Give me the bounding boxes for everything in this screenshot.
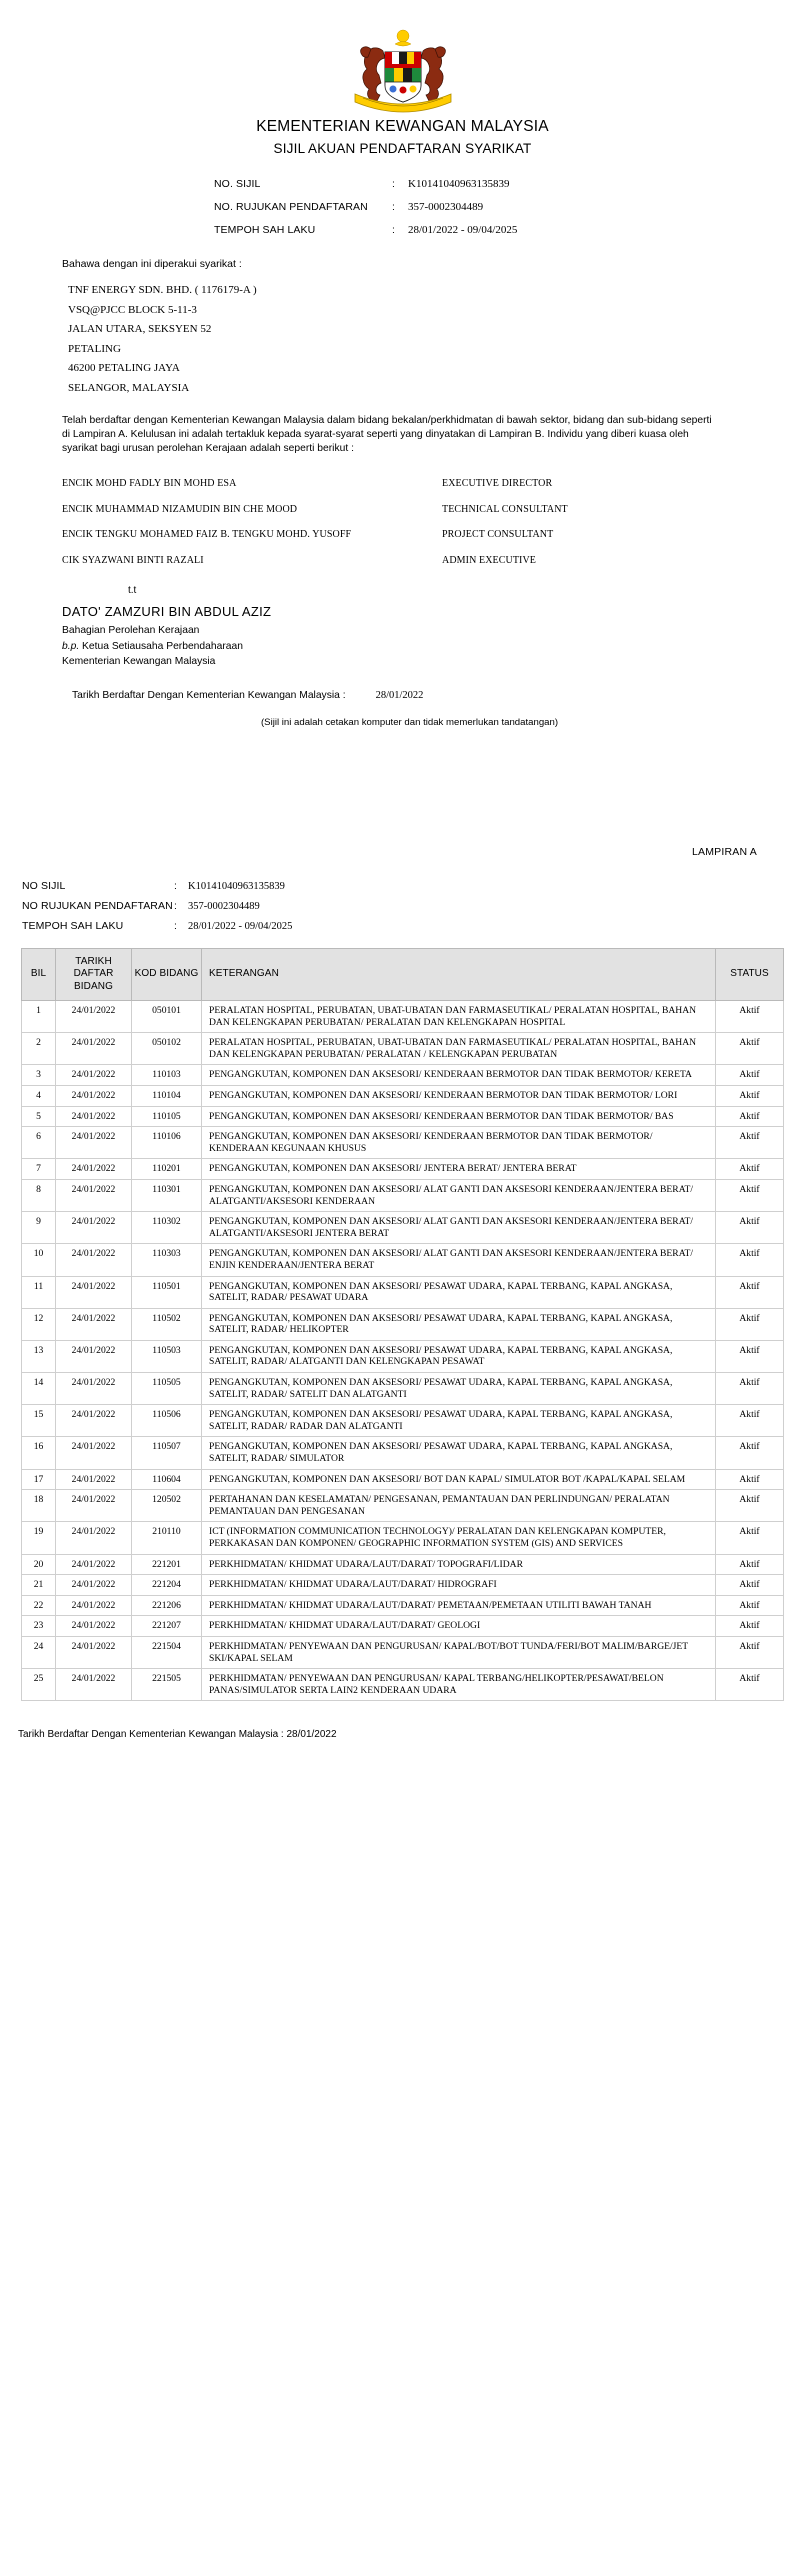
table-row [22,1179,784,1211]
signatory-ministry: Kementerian Kewangan Malaysia [62,656,216,667]
cell-status: Aktif [716,1212,784,1244]
table-row [22,1554,784,1575]
cell-keterangan: PENGANGKUTAN, KOMPONEN DAN AKSESORI/ KENDERAAN BERMOTOR DAN TIDAK BERMOTOR/ KERETA [202,1065,716,1086]
cell-status: Aktif [716,1033,784,1065]
cell-status: Aktif [716,1405,784,1437]
cell-bil: 21 [22,1575,56,1596]
address-line: 46200 PETALING JAYA [68,362,180,374]
cell-bil: 25 [22,1669,56,1701]
cell-keterangan: PERTAHANAN DAN KESELAMATAN/ PENGESANAN, PEMANTAUAN DAN PERLINDUNGAN/ PERALATAN PEMANTAUAN DAN PENGESANAN [202,1490,716,1522]
cell-keterangan: PENGANGKUTAN, KOMPONEN DAN AKSESORI/ JENTERA BERAT/ JENTERA BERAT [202,1159,716,1180]
cell-kod-bidang: 110507 [132,1437,202,1469]
cell-status: Aktif [716,1127,784,1159]
table-row [22,1159,784,1180]
cell-kod-bidang: 110103 [132,1065,202,1086]
cell-tarikh-daftar: 24/01/2022 [56,1212,132,1244]
cell-status: Aktif [716,1065,784,1086]
cell-status: Aktif [716,1001,784,1033]
cell-status: Aktif [716,1490,784,1522]
cell-keterangan: PERKHIDMATAN/ KHIDMAT UDARA/LAUT/DARAT/ HIDROGRAFI [202,1575,716,1596]
cell-tarikh-daftar: 24/01/2022 [56,1469,132,1490]
cell-status: Aktif [716,1437,784,1469]
company-intro-text: Bahawa dengan ini diperakui syarikat : [62,258,242,270]
cell-bil: 10 [22,1244,56,1276]
cell-tarikh-daftar: 24/01/2022 [56,1308,132,1340]
officer-role: ADMIN EXECUTIVE [442,554,536,566]
cell-bil: 20 [22,1554,56,1575]
column-header-tarikh: TARIKH DAFTAR BIDANG [56,948,132,1001]
cell-tarikh-daftar: 24/01/2022 [56,1669,132,1701]
colon-separator: : [392,178,395,190]
colon-separator: : [174,899,177,912]
officer-role: TECHNICAL CONSULTANT [442,503,568,515]
lampiran-no-sijil-label: NO SIJIL [22,879,66,892]
crest-container [0,0,805,112]
document-type-title: SIJIL AKUAN PENDAFTARAN SYARIKAT [273,141,532,156]
declaration-paragraph: Telah berdaftar dengan Kementerian Kewangan Malaysia dalam bidang bekalan/perkhidmatan di bawah sektor, bidang dan sub-bidang seperti di Lampiran A. Kelulusan ini adalah tertakluk kepada syarat-syarat seperti yang dinyatakan di Lampiran B. Individu yang diberi kuasa oleh syarikat bagi urusan perolehan Kerajaan adalah seperti berikut : [62,415,712,454]
cell-bil: 1 [22,1001,56,1033]
cell-keterangan: PENGANGKUTAN, KOMPONEN DAN AKSESORI/ ALAT GANTI DAN AKSESORI KENDERAAN/JENTERA BERAT/ ALATGANTI/AKSESORI KENDERAAN [202,1179,716,1211]
cell-keterangan: PERKHIDMATAN/ KHIDMAT UDARA/LAUT/DARAT/ TOPOGRAFI/LIDAR [202,1554,716,1575]
cell-keterangan: PENGANGKUTAN, KOMPONEN DAN AKSESORI/ KENDERAAN BERMOTOR DAN TIDAK BERMOTOR/ LORI [202,1085,716,1106]
cell-tarikh-daftar: 24/01/2022 [56,1373,132,1405]
cell-bil: 5 [22,1106,56,1127]
cell-tarikh-daftar: 24/01/2022 [56,1106,132,1127]
cell-bil: 15 [22,1405,56,1437]
cell-kod-bidang: 110105 [132,1106,202,1127]
cell-tarikh-daftar: 24/01/2022 [56,1616,132,1637]
cell-status: Aktif [716,1554,784,1575]
certificate-body [0,258,805,728]
cell-tarikh-daftar: 24/01/2022 [56,1244,132,1276]
cell-tarikh-daftar: 24/01/2022 [56,1065,132,1086]
colon-separator: : [392,224,395,236]
column-header-keterangan: KETERANGAN [202,948,716,1001]
cell-status: Aktif [716,1595,784,1616]
cell-keterangan: PENGANGKUTAN, KOMPONEN DAN AKSESORI/ PESAWAT UDARA, KAPAL TERBANG, KAPAL ANGKASA, SATELIT, RADAR/ PESAWAT UDARA [202,1276,716,1308]
table-row [22,1106,784,1127]
no-sijil-value: K10141040963135839 [408,178,510,190]
cell-keterangan: PERKHIDMATAN/ KHIDMAT UDARA/LAUT/DARAT/ GEOLOGI [202,1616,716,1637]
cell-tarikh-daftar: 24/01/2022 [56,1405,132,1437]
cell-bil: 12 [22,1308,56,1340]
cell-tarikh-daftar: 24/01/2022 [56,1595,132,1616]
cell-kod-bidang: 110505 [132,1373,202,1405]
cell-bil: 19 [22,1522,56,1554]
table-row [22,1085,784,1106]
cell-keterangan: PENGANGKUTAN, KOMPONEN DAN AKSESORI/ PESAWAT UDARA, KAPAL TERBANG, KAPAL ANGKASA, SATELIT, RADAR/ SATELIT DAN ALATGANTI [202,1373,716,1405]
cell-kod-bidang: 110104 [132,1085,202,1106]
bidang-table [21,948,784,1702]
officer-name: ENCIK TENGKU MOHAMED FAIZ B. TENGKU MOHD. YUSOFF [62,529,352,540]
signature-block [62,585,757,728]
table-row [22,1308,784,1340]
officer-row [62,529,757,542]
registration-date-row [62,690,757,701]
computer-printed-note: (Sijil ini adalah cetakan komputer dan tidak memerlukan tandatangan) [260,716,559,728]
lampiran-tempoh-label: TEMPOH SAH LAKU [22,919,124,932]
ministry-title: KEMENTERIAN KEWANGAN MALAYSIA [256,118,549,135]
cell-status: Aktif [716,1244,784,1276]
no-rujukan-label: NO. RUJUKAN PENDAFTARAN [214,201,368,213]
cell-tarikh-daftar: 24/01/2022 [56,1340,132,1372]
company-name: TNF ENERGY SDN. BHD. ( 1176179-A ) [68,284,257,296]
cell-keterangan: PERKHIDMATAN/ PENYEWAAN DAN PENGURUSAN/ KAPAL TERBANG/HELIKOPTER/PESAWAT/BELON PANAS/SIMULATOR SERTA LAIN2 KENDERAAN UDARA [202,1669,716,1701]
cell-kod-bidang: 221505 [132,1669,202,1701]
cell-keterangan: PENGANGKUTAN, KOMPONEN DAN AKSESORI/ PESAWAT UDARA, KAPAL TERBANG, KAPAL ANGKASA, SATELIT, RADAR/ HELIKOPTER [202,1308,716,1340]
cell-keterangan: PENGANGKUTAN, KOMPONEN DAN AKSESORI/ PESAWAT UDARA, KAPAL TERBANG, KAPAL ANGKASA, SATELIT, RADAR/ ALATGANTI DAN KELENGKAPAN PESAWAT [202,1340,716,1372]
table-row [22,1616,784,1637]
cell-bil: 4 [22,1085,56,1106]
cell-bil: 16 [22,1437,56,1469]
cell-status: Aktif [716,1085,784,1106]
officer-row [62,478,757,491]
cell-kod-bidang: 110502 [132,1308,202,1340]
cell-status: Aktif [716,1522,784,1554]
cell-kod-bidang: 110604 [132,1469,202,1490]
officer-role: PROJECT CONSULTANT [442,529,554,540]
lampiran-field-no-sijil [22,880,805,892]
table-row [22,1276,784,1308]
cell-bil: 18 [22,1490,56,1522]
column-header-status: STATUS [716,948,784,1001]
cell-kod-bidang: 110301 [132,1179,202,1211]
bp-prefix: b.p. [62,640,80,652]
officer-role: EXECUTIVE DIRECTOR [442,478,553,489]
cell-keterangan: PENGANGKUTAN, KOMPONEN DAN AKSESORI/ PESAWAT UDARA, KAPAL TERBANG, KAPAL ANGKASA, SATELIT, RADAR/ SIMULATOR [202,1437,716,1469]
cell-bil: 2 [22,1033,56,1065]
cell-keterangan: PERKHIDMATAN/ KHIDMAT UDARA/LAUT/DARAT/ PEMETAAN/PEMETAAN UTILITI BAWAH TANAH [202,1595,716,1616]
cell-kod-bidang: 221504 [132,1636,202,1668]
cell-kod-bidang: 221207 [132,1616,202,1637]
cell-bil: 14 [22,1373,56,1405]
lampiran-fields [0,880,805,932]
cell-bil: 7 [22,1159,56,1180]
table-row [22,1490,784,1522]
cell-tarikh-daftar: 24/01/2022 [56,1001,132,1033]
cell-kod-bidang: 221201 [132,1554,202,1575]
no-sijil-label: NO. SIJIL [214,178,261,190]
footer-registration-date: Tarikh Berdaftar Dengan Kementerian Kewangan Malaysia : 28/01/2022 [18,1729,337,1741]
cell-kod-bidang: 110506 [132,1405,202,1437]
colon-separator: : [392,201,395,213]
lampiran-field-tempoh [22,920,805,932]
cell-status: Aktif [716,1636,784,1668]
officer-row [62,504,757,517]
field-no-sijil [214,178,805,190]
cell-status: Aktif [716,1373,784,1405]
signatory-name: DATO' ZAMZURI BIN ABDUL AZIZ [62,604,272,619]
table-row [22,1636,784,1668]
column-header-bil: BIL [22,948,56,1001]
address-line: SELANGOR, MALAYSIA [68,381,190,394]
cell-kod-bidang: 221206 [132,1595,202,1616]
authorized-officers-list [62,478,757,567]
cell-status: Aktif [716,1179,784,1211]
cell-status: Aktif [716,1469,784,1490]
cell-keterangan: PENGANGKUTAN, KOMPONEN DAN AKSESORI/ KENDERAAN BERMOTOR DAN TIDAK BERMOTOR/ BAS [202,1106,716,1127]
cell-tarikh-daftar: 24/01/2022 [56,1127,132,1159]
cell-bil: 13 [22,1340,56,1372]
signatory-division: Bahagian Perolehan Kerajaan [62,625,200,636]
cell-bil: 8 [22,1179,56,1211]
cell-kod-bidang: 050101 [132,1001,202,1033]
cell-status: Aktif [716,1616,784,1637]
cell-kod-bidang: 110303 [132,1244,202,1276]
cell-keterangan: PENGANGKUTAN, KOMPONEN DAN AKSESORI/ PESAWAT UDARA, KAPAL TERBANG, KAPAL ANGKASA, SATELIT, RADAR/ RADAR DAN ALATGANTI [202,1405,716,1437]
address-line: VSQ@PJCC BLOCK 5-11-3 [68,303,197,316]
cell-keterangan: ICT (INFORMATION COMMUNICATION TECHNOLOGY)/ PERALATAN DAN KELENGKAPAN KOMPUTER, PERKAKASAN DAN KOMPONEN/ GEOGRAPHIC INFORMATION SYSTEM (GIS) AND SERVICES [202,1522,716,1554]
table-row [22,1405,784,1437]
cell-tarikh-daftar: 24/01/2022 [56,1522,132,1554]
cell-status: Aktif [716,1276,784,1308]
colon-separator: : [174,919,177,932]
table-row [22,1575,784,1596]
table-row [22,1522,784,1554]
officer-name: ENCIK MUHAMMAD NIZAMUDIN BIN CHE MOOD [62,503,298,515]
cell-status: Aktif [716,1308,784,1340]
table-row [22,1340,784,1372]
lampiran-tempoh-value: 28/01/2022 - 09/04/2025 [188,920,293,932]
cell-tarikh-daftar: 24/01/2022 [56,1033,132,1065]
cell-keterangan: PERALATAN HOSPITAL, PERUBATAN, UBAT-UBATAN DAN FARMASEUTIKAL/ PERALATAN HOSPITAL, BAHAN DAN KELENGKAPAN PERUBATAN/ PERALATAN / KELENGKAPAN PERUBATAN [202,1033,716,1065]
cell-kod-bidang: 050102 [132,1033,202,1065]
cell-status: Aktif [716,1575,784,1596]
tempoh-value: 28/01/2022 - 09/04/2025 [408,224,518,236]
officer-name: ENCIK MOHD FADLY BIN MOHD ESA [62,478,237,489]
cell-status: Aktif [716,1340,784,1372]
cell-kod-bidang: 110106 [132,1127,202,1159]
lampiran-no-rujukan-value: 357-0002304489 [188,900,260,912]
cell-status: Aktif [716,1159,784,1180]
table-row [22,1065,784,1086]
signature-mark: t.t [128,585,137,596]
cell-kod-bidang: 210110 [132,1522,202,1554]
lampiran-no-sijil-value: K10141040963135839 [188,880,285,892]
table-row [22,1244,784,1276]
cell-status: Aktif [716,1106,784,1127]
cell-keterangan: PERKHIDMATAN/ PENYEWAAN DAN PENGURUSAN/ KAPAL/BOT/BOT TUNDA/FERI/BOT MALIM/BARGE/JET SKI/KAPAL SELAM [202,1636,716,1668]
field-no-rujukan [214,201,805,213]
cell-status: Aktif [716,1669,784,1701]
cell-tarikh-daftar: 24/01/2022 [56,1159,132,1180]
table-row [22,1212,784,1244]
cell-keterangan: PERALATAN HOSPITAL, PERUBATAN, UBAT-UBATAN DAN FARMASEUTIKAL/ PERALATAN HOSPITAL, BAHAN DAN KELENGKAPAN PERUBATAN/ PERALATAN DAN KELENGKAPAN HOSPITAL [202,1001,716,1033]
cell-tarikh-daftar: 24/01/2022 [56,1179,132,1211]
lampiran-no-rujukan-label: NO RUJUKAN PENDAFTARAN [22,899,173,912]
address-line: JALAN UTARA, SEKSYEN 52 [68,323,212,335]
cell-tarikh-daftar: 24/01/2022 [56,1276,132,1308]
officer-name: CIK SYAZWANI BINTI RAZALI [62,554,204,566]
table-row [22,1001,784,1033]
signatory-onbehalf [62,639,757,655]
table-row [22,1469,784,1490]
table-header [22,948,784,1001]
malaysia-coat-of-arms-icon [333,28,473,114]
cell-bil: 22 [22,1595,56,1616]
certificate-fields [0,178,805,236]
cell-bil: 9 [22,1212,56,1244]
cell-tarikh-daftar: 24/01/2022 [56,1554,132,1575]
cell-bil: 24 [22,1636,56,1668]
cell-tarikh-daftar: 24/01/2022 [56,1437,132,1469]
registration-date-label: Tarikh Berdaftar Dengan Kementerian Kewangan Malaysia : [72,689,346,701]
officer-row [62,555,757,568]
cell-tarikh-daftar: 24/01/2022 [56,1575,132,1596]
bp-rest: Ketua Setiausaha Perbendaharaan [79,640,243,652]
cell-bil: 6 [22,1127,56,1159]
cell-keterangan: PENGANGKUTAN, KOMPONEN DAN AKSESORI/ BOT DAN KAPAL/ SIMULATOR BOT /KAPAL/KAPAL SELAM [202,1469,716,1490]
table-row [22,1669,784,1701]
cell-kod-bidang: 110503 [132,1340,202,1372]
cell-keterangan: PENGANGKUTAN, KOMPONEN DAN AKSESORI/ ALAT GANTI DAN AKSESORI KENDERAAN/JENTERA BERAT/ ENJIN KENDERAAN/JENTERA BERAT [202,1244,716,1276]
cell-tarikh-daftar: 24/01/2022 [56,1490,132,1522]
cell-bil: 17 [22,1469,56,1490]
table-header-row [22,948,784,1001]
cell-tarikh-daftar: 24/01/2022 [56,1636,132,1668]
table-row [22,1127,784,1159]
cell-kod-bidang: 110302 [132,1212,202,1244]
cell-keterangan: PENGANGKUTAN, KOMPONEN DAN AKSESORI/ ALAT GANTI DAN AKSESORI KENDERAAN/JENTERA BERAT/ ALATGANTI/AKSESORI JENTERA BERAT [202,1212,716,1244]
tempoh-label: TEMPOH SAH LAKU [214,224,316,236]
cell-kod-bidang: 120502 [132,1490,202,1522]
cell-bil: 3 [22,1065,56,1086]
cell-tarikh-daftar: 24/01/2022 [56,1085,132,1106]
cell-bil: 23 [22,1616,56,1637]
cell-kod-bidang: 110501 [132,1276,202,1308]
column-header-kod: KOD BIDANG [132,948,202,1001]
company-address-block [62,281,757,398]
lampiran-a-title: LAMPIRAN A [691,845,757,858]
lampiran-field-no-rujukan [22,900,805,912]
cell-keterangan: PENGANGKUTAN, KOMPONEN DAN AKSESORI/ KENDERAAN BERMOTOR DAN TIDAK BERMOTOR/ KENDERAAN KEGUNAAN KHUSUS [202,1127,716,1159]
cell-kod-bidang: 221204 [132,1575,202,1596]
table-body [22,1001,784,1701]
registration-date-value: 28/01/2022 [375,689,424,701]
table-row [22,1595,784,1616]
field-tempoh-sah-laku [214,224,805,236]
address-line: PETALING [68,342,121,355]
no-rujukan-value: 357-0002304489 [408,201,484,213]
cell-bil: 11 [22,1276,56,1308]
table-row [22,1033,784,1065]
table-row [22,1373,784,1405]
table-row [22,1437,784,1469]
colon-separator: : [174,879,177,892]
cell-kod-bidang: 110201 [132,1159,202,1180]
